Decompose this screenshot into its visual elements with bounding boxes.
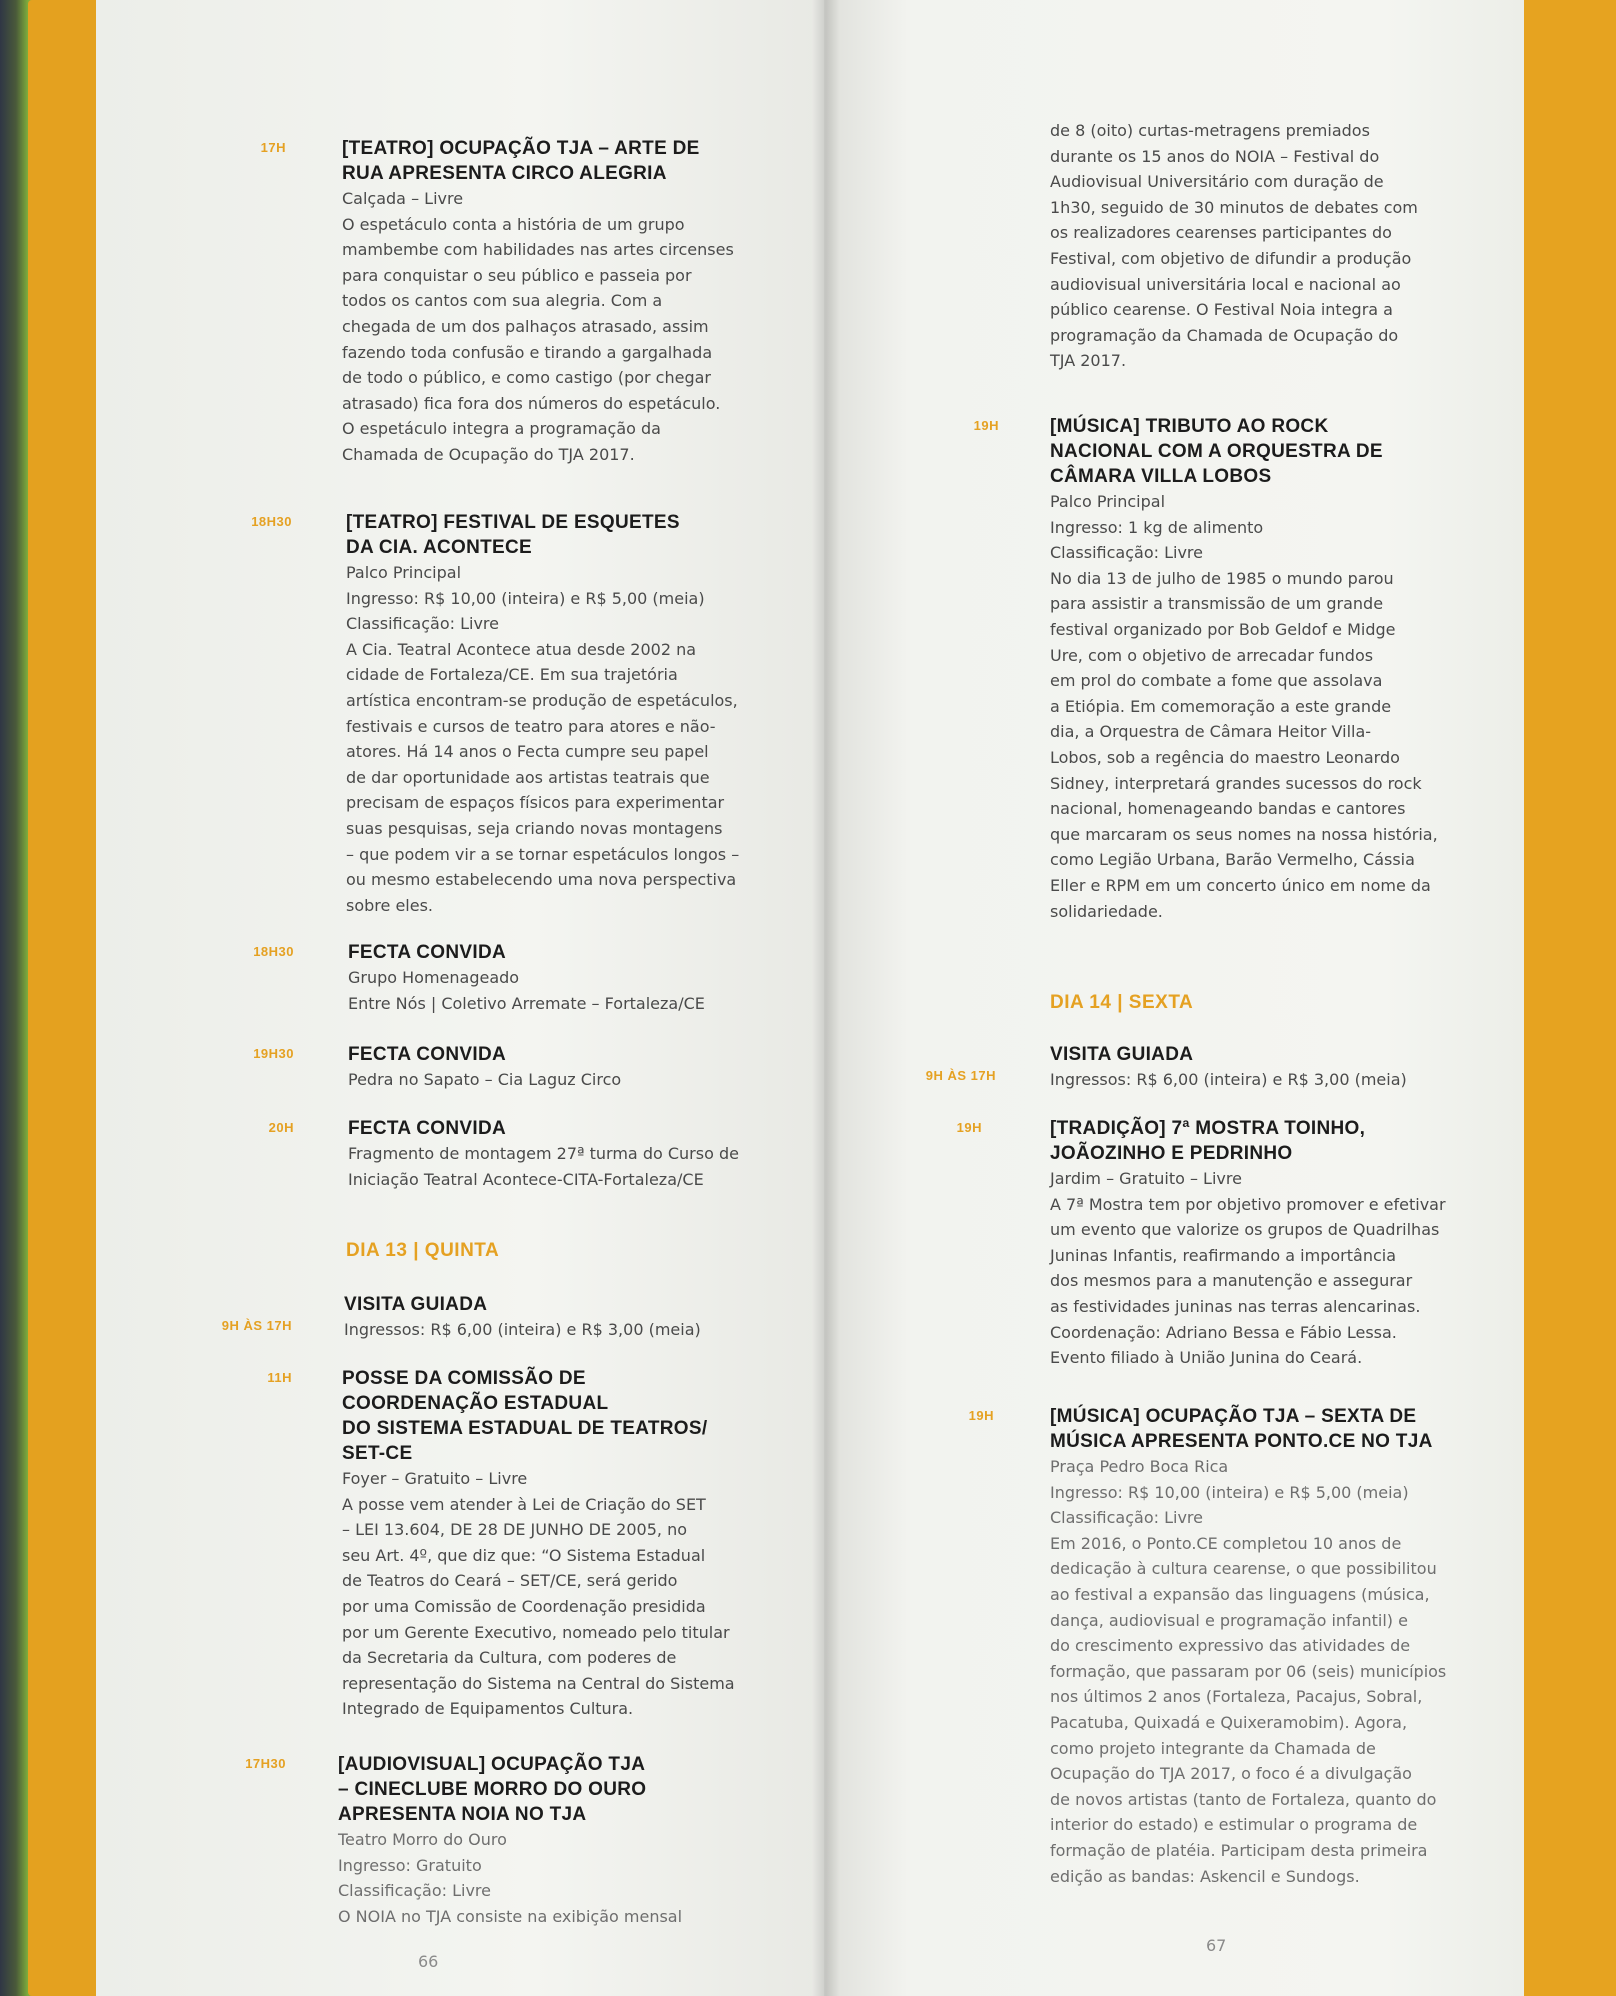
event-time: 19H (973, 418, 999, 433)
page-number: 66 (418, 1952, 439, 1971)
event-title: FECTA CONVIDA (348, 1118, 507, 1139)
right-page (824, 0, 1524, 1996)
event-time: 18H30 (251, 514, 292, 529)
book-cover-left-edge (28, 0, 100, 1996)
event-time: 9H ÀS 17H (925, 1068, 996, 1083)
book-cover-right-edge (1520, 0, 1616, 1996)
page-gutter-shadow (812, 0, 840, 1996)
event-description: Pedra no Sapato – Cia Laguz Circo (348, 1070, 622, 1089)
day-heading: DIA 13 | QUINTA (346, 1240, 500, 1261)
event-title: [MÚSICA] TRIBUTO AO ROCK NACIONAL COM A ORQUESTRA DE CÂMARA VILLA LOBOS (1050, 416, 1383, 487)
event-time: 20H (268, 1120, 294, 1135)
event-time: 11H (267, 1370, 292, 1385)
continued-description: de 8 (oito) curtas-metragens premiados durante os 15 anos do NOIA – Festival do Audiovisual Universitário com duração de 1h30, seguido de 30 minutos de debates com os realizadores cearenses participantes do Festival, com objetivo de difundir a produção audiovisual universitária local e nacional ao público cearense. O Festival Noia integra a programação da Chamada de Ocupação do TJA 2017. (1050, 121, 1418, 371)
event-title: [AUDIOVISUAL] OCUPAÇÃO TJA – CINECLUBE MORRO DO OURO APRESENTA NOIA NO TJA (338, 1754, 647, 1825)
event-description: Ingressos: R$ 6,00 (inteira) e R$ 3,00 (meia) (344, 1320, 701, 1339)
event-title: VISITA GUIADA (344, 1294, 488, 1315)
event-description: Teatro Morro do Ouro Ingresso: Gratuito Classificação: Livre O NOIA no TJA consiste na exibição mensal (338, 1830, 683, 1926)
event-description: Grupo Homenageado Entre Nós | Coletivo Arremate – Fortaleza/CE (348, 968, 705, 1013)
event-description: Foyer – Gratuito – Livre A posse vem atender à Lei de Criação do SET – LEI 13.604, DE 28 DE JUNHO DE 2005, no seu Art. 4º, que diz que: “O Sistema Estadual de Teatros do Ceará – SET/CE, será gerido por uma Comissão de Coordenação presidida por um Gerente Executivo, nomeado pelo titular da Secretaria da Cultura, com poderes de representação do Sistema na Central do Sistema Integrado de Equipamentos Cultura. (342, 1469, 735, 1719)
event-time: 17H30 (245, 1756, 286, 1771)
event-description: Palco Principal Ingresso: 1 kg de alimento Classificação: Livre No dia 13 de julho de 1985 o mundo parou para assistir a transmissão de um grande festival organizado por Bob Geldof e Midge Ure, com o objetivo de arrecadar fundos em prol do combate a fome que assolava a Etiópia. Em comemoração a este grande dia, a Orquestra de Câmara Heitor Villa- Lobos, sob a regência do maestro Leonardo Sidney, interpretará grandes sucessos do rock nacional, homenageando bandas e cantores que marcaram os seus nomes na nossa história, como Legião Urbana, Barão Vermelho, Cássia Eller e RPM em um concerto único em nome da solidariedade. (1050, 492, 1438, 921)
event-description: Palco Principal Ingresso: R$ 10,00 (inteira) e R$ 5,00 (meia) Classificação: Livre A Cia. Teatral Acontece atua desde 2002 na cidade de Fortaleza/CE. Em sua trajetória artística encontram-se produção de espetáculos, festivais e cursos de teatro para atores e não- atores. Há 14 anos o Fecta cumpre seu papel de dar oportunidade aos artistas teatrais que precisam de espaços físicos para experimentar suas pesquisas, seja criando novas montagens – que podem vir a se tornar espetáculos longos – ou mesmo estabelecendo uma nova perspectiva sobre eles. (346, 563, 740, 915)
event-title: VISITA GUIADA (1050, 1044, 1194, 1065)
event-title: [TRADIÇÃO] 7ª MOSTRA TOINHO, JOÃOZINHO E PEDRINHO (1050, 1118, 1366, 1164)
day-heading: DIA 14 | SEXTA (1050, 992, 1194, 1013)
event-title: FECTA CONVIDA (348, 942, 507, 963)
event-description: Fragmento de montagem 27ª turma do Curso de Iniciação Teatral Acontece-CITA-Fortaleza/CE (348, 1144, 739, 1189)
event-description: Ingressos: R$ 6,00 (inteira) e R$ 3,00 (meia) (1050, 1070, 1407, 1089)
event-time: 17H (260, 140, 286, 155)
page-number: 67 (1206, 1936, 1227, 1955)
event-title: POSSE DA COMISSÃO DE COORDENAÇÃO ESTADUAL DO SISTEMA ESTADUAL DE TEATROS/ SET-CE (342, 1368, 708, 1464)
event-title: FECTA CONVIDA (348, 1044, 507, 1065)
event-title: [TEATRO] OCUPAÇÃO TJA – ARTE DE RUA APRESENTA CIRCO ALEGRIA (342, 138, 700, 184)
event-time: 19H (956, 1120, 982, 1135)
event-time: 19H30 (253, 1046, 294, 1061)
left-page (96, 0, 824, 1996)
event-time: 19H (968, 1408, 994, 1423)
event-description: Praça Pedro Boca Rica Ingresso: R$ 10,00 (inteira) e R$ 5,00 (meia) Classificação: Livre Em 2016, o Ponto.CE completou 10 anos de dedicação à cultura cearense, o que possibilitou ao festival a expansão das linguagens (música, dança, audiovisual e programação infantil) e do crescimento expressivo das atividades de formação, que passaram por 06 (seis) municípios nos últimos 2 anos (Fortaleza, Pacajus, Sobral, Pacatuba, Quixadá e Quixeramobim). Agora, como projeto integrante da Chamada de Ocupação do TJA 2017, o foco é a divulgação de novos artistas (tanto de Fortaleza, quanto do interior do estado) e estimular o programa de formação de platéia. Participam desta primeira edição as bandas: Askencil e Sundogs. (1050, 1457, 1447, 1886)
event-description: Calçada – Livre O espetáculo conta a história de um grupo mambembe com habilidades nas artes circenses para conquistar o seu público e passeia por todos os cantos com sua alegria. Com a chegada de um dos palhaços atrasado, assim fazendo toda confusão e tirando a gargalhada de todo o público, e como castigo (por chegar atrasado) fica fora dos números do espetáculo. O espetáculo integra a programação da Chamada de Ocupação do TJA 2017. (342, 189, 734, 464)
event-description: Jardim – Gratuito – Livre A 7ª Mostra tem por objetivo promover e efetivar um evento que valorize os grupos de Quadrilhas Juninas Infantis, reafirmando a importância dos mesmos para a manutenção e assegurar as festividades juninas nas terras alencarinas. Coordenação: Adriano Bessa e Fábio Lessa. Evento filiado à União Junina do Ceará. (1050, 1169, 1446, 1368)
event-time: 18H30 (253, 944, 294, 959)
event-title: [TEATRO] FESTIVAL DE ESQUETES DA CIA. ACONTECE (346, 512, 680, 558)
event-title: [MÚSICA] OCUPAÇÃO TJA – SEXTA DE MÚSICA APRESENTA PONTO.CE NO TJA (1050, 1406, 1433, 1452)
event-time: 9H ÀS 17H (221, 1318, 292, 1333)
